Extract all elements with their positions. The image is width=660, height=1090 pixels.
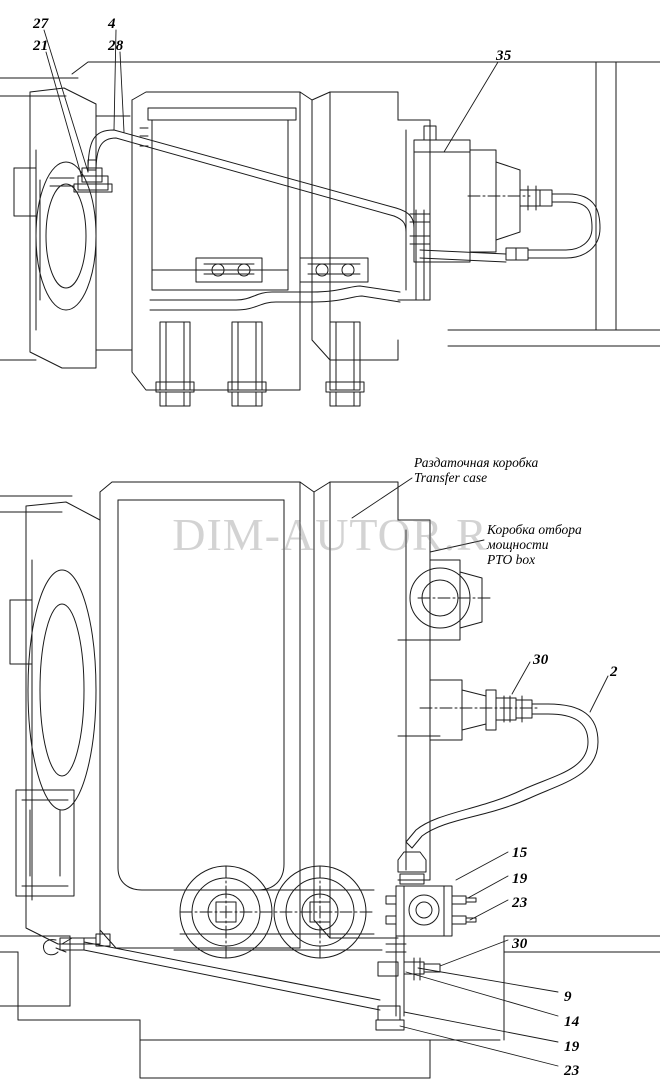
callout-23-up: 23 [512,895,528,911]
callout-9: 9 [564,989,572,1005]
callout-28: 28 [108,38,124,54]
callout-30-lo: 30 [512,936,528,952]
callout-21: 21 [33,38,49,54]
callout-19-lo: 19 [564,1039,580,1055]
callout-27: 27 [33,16,49,32]
annotation-transfer-case-en: Transfer case [414,470,488,485]
annotation-transfer-case-ru: Раздаточная коробка [414,455,539,470]
callout-2: 2 [610,664,618,680]
annotation-pto-box-en: PTO box [487,552,536,567]
callout-35: 35 [496,48,512,64]
callout-4: 4 [108,16,116,32]
watermark: DIM-AUTOR.R [172,509,488,560]
callout-19-up: 19 [512,871,528,887]
callout-14: 14 [564,1014,580,1030]
callout-23-lo: 23 [564,1063,580,1079]
annotation-transfer-case [414,455,538,485]
annotation-pto-box-ru-line2: мощности [487,537,549,552]
callout-30-up: 30 [533,652,549,668]
annotation-pto-box [487,522,582,567]
annotation-pto-box-ru-line1: Коробка отбора [487,522,582,537]
callout-15: 15 [512,845,528,861]
